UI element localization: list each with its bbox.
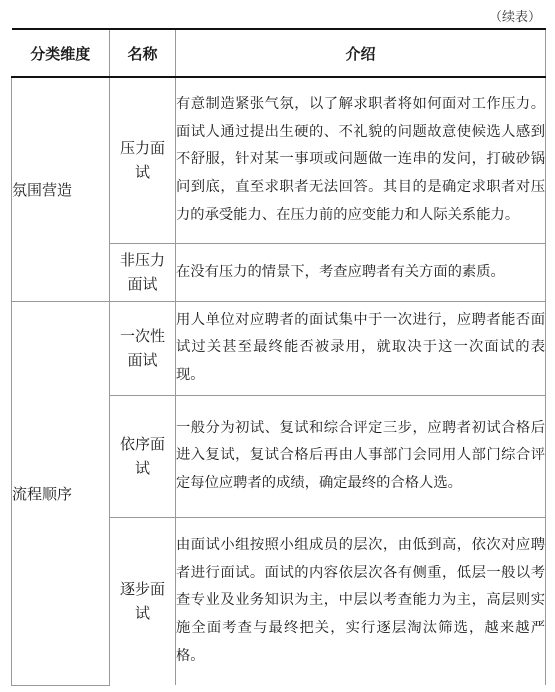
name-text: 压力面试 — [119, 139, 165, 182]
name-cell — [110, 517, 176, 685]
name-cell — [110, 395, 176, 517]
name-text: 逐步面试 — [119, 580, 165, 623]
table-header-row — [12, 29, 546, 77]
continued-label: （续表） — [488, 10, 541, 25]
name-cell — [110, 77, 176, 243]
name-text: 依序面试 — [119, 435, 165, 477]
header-dimension: 分类维度 — [12, 29, 110, 77]
table-row — [12, 77, 546, 243]
intro-cell: 用人单位对应聘者的面试集中于一次进行，应聘者能否面试过关甚至最终能否被录用，就取决于这一次面试的表现。 — [176, 301, 546, 395]
name-cell — [110, 243, 176, 301]
name-text: 非压力面试 — [119, 251, 165, 293]
intro-cell: 由面试小组按照小组成员的层次，由低到高，依次对应聘者进行面试。面试的内容依层次各有侧重，低层一般以考查专业及业务知识为主，中层以考查能力为主，高层则实施全面考查与最终把关，实行逐层淘汰筛选，越来越严格。 — [176, 517, 546, 685]
name-text: 一次性面试 — [119, 327, 165, 369]
dimension-cell: 流程顺序 — [12, 301, 110, 685]
intro-cell: 有意制造紧张气氛，以了解求职者将如何面对工作压力。面试人通过提出生硬的、不礼貌的问题故意使候选人感到不舒服，针对某一事项或问题做一连串的发问，打破砂锅问到底，直至求职者无法回答。其目的是确定求职者对压力的承受能力、在压力前的应变能力和人际关系能力。 — [176, 77, 546, 243]
header-intro: 介绍 — [176, 29, 546, 77]
intro-cell: 一般分为初试、复试和综合评定三步，应聘者初试合格后进入复试，复试合格后再由人事部门会同用人部门综合评定每位应聘者的成绩，确定最终的合格人选。 — [176, 395, 546, 517]
intro-cell: 在没有压力的情景下，考查应聘者有关方面的素质。 — [176, 243, 546, 301]
table-row — [12, 301, 546, 395]
header-name: 名称 — [110, 29, 176, 77]
interview-types-table — [11, 28, 546, 686]
dimension-cell: 氛围营造 — [12, 77, 110, 301]
name-cell — [110, 301, 176, 395]
